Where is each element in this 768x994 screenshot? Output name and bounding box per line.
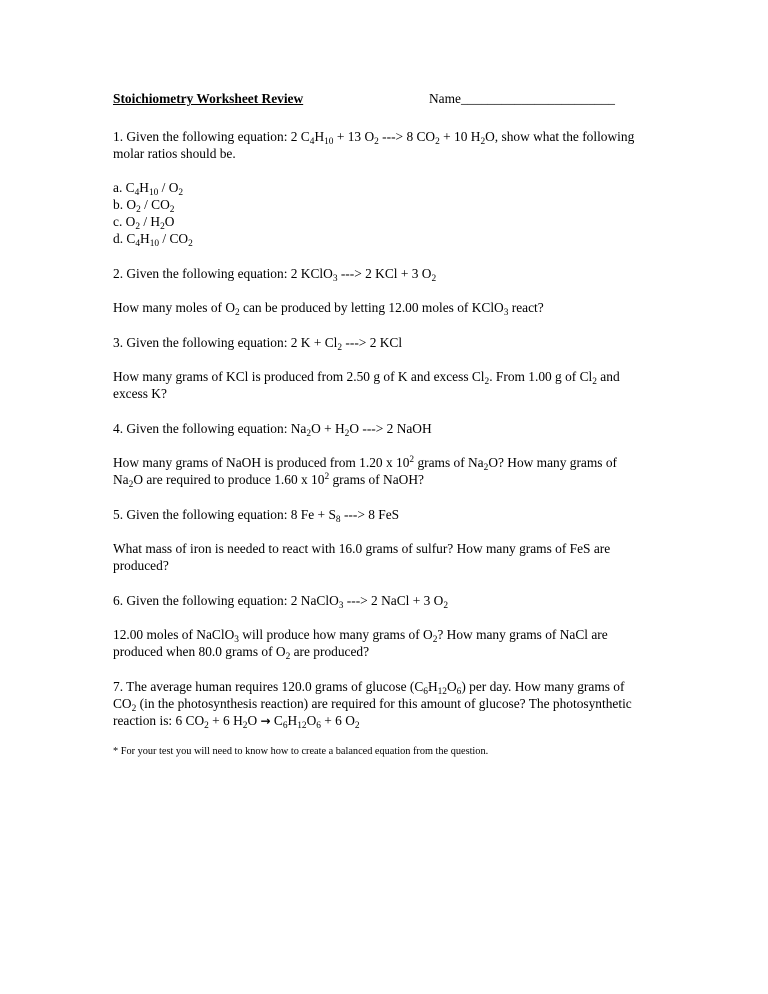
question-7-text: 7. The average human requires 120.0 grams of glucose $(C_6H_{12}O_6)$ per day. How many grams of $CO_2$ (in the photosynthesis reaction) are required for this amount of glucose? The photosynthetic reaction is: 6 $CO_2 + 6$ $H_2O \to C_6H_{12}O_6 + 6$ $O_2$ <box>113 679 632 731</box>
question-6-prompt: 12.00 moles of NaClO$_3$ will produce how many grams of $O_2$? How many grams of NaCl are produced when 80.0 grams of $O_2$ are produced? <box>113 627 608 662</box>
question-5-prompt: What mass of iron is needed to react with 16.0 grams of sulfur? How many grams of FeS are produced? <box>113 541 611 573</box>
question-3-equation: 3. Given the following equation: 2 $K + Cl_2$ ---> 2 KCl <box>113 335 403 353</box>
question-3-prompt: How many grams of KCl is produced from 2.50 g of K and excess $Cl_2$. From 1.00 g of $Cl_2$ and excess K? <box>113 369 620 401</box>
ratio-c: c. $O_2 / H_2O$ <box>113 214 175 232</box>
ratio-a: a. $C_4H_{10} / O_2$ <box>113 180 184 198</box>
question-2-equation: 2. Given the following equation: 2 KClO$_3$ ---> 2 KCl + 3 $O_2$ <box>113 266 437 284</box>
ratio-b: b. $O_2 / CO_2$ <box>113 197 175 215</box>
worksheet-title: Stoichiometry Worksheet Review <box>113 91 304 106</box>
question-5 <box>113 506 658 574</box>
question-4 <box>113 420 658 488</box>
question-2 <box>113 265 658 316</box>
footnote: * For your test you will need to know how to create a balanced equation from the question. <box>113 746 489 757</box>
reaction-arrow-icon: → <box>260 714 271 728</box>
worksheet-page <box>113 90 658 758</box>
question-6-equation: 6. Given the following equation: 2 NaClO$_3$ ---> 2 NaCl + 3 $O_2$ <box>113 593 449 611</box>
question-2-prompt: How many moles of $O_2$ can be produced by letting 12.00 moles of KClO$_3$ react? <box>113 300 544 318</box>
ratio-d: d. $C_4H_{10} / CO_2$ <box>113 231 193 249</box>
question-4-prompt: How many grams of NaOH is produced from 1.20 x $10^2$ grams of $Na_2O$? How many grams of $Na_2O$ are required to produce 1.60 x $10^2$ grams of NaOH? <box>113 455 617 490</box>
question-6 <box>113 592 658 660</box>
question-1-text: 1. Given the following equation: 2 $C_4H_{10} + 13$ $O_2$ ---> 8 $CO_2 + 10$ $H_2O$, show what the following molar ratios should be. <box>113 129 635 161</box>
question-5-equation: 5. Given the following equation: 8 $Fe + S_8$ ---> 8 FeS <box>113 507 400 525</box>
question-4-equation: 4. Given the following equation: $Na_2O + H_2O$ ---> 2 NaOH <box>113 421 432 439</box>
name-field <box>429 90 615 107</box>
name-line: _______________________ <box>460 91 615 106</box>
name-label: Name <box>429 91 461 106</box>
question-3 <box>113 334 658 402</box>
question-1-ratios <box>113 179 658 247</box>
worksheet-header <box>113 90 658 110</box>
question-7 <box>113 678 658 730</box>
question-1 <box>113 128 658 247</box>
